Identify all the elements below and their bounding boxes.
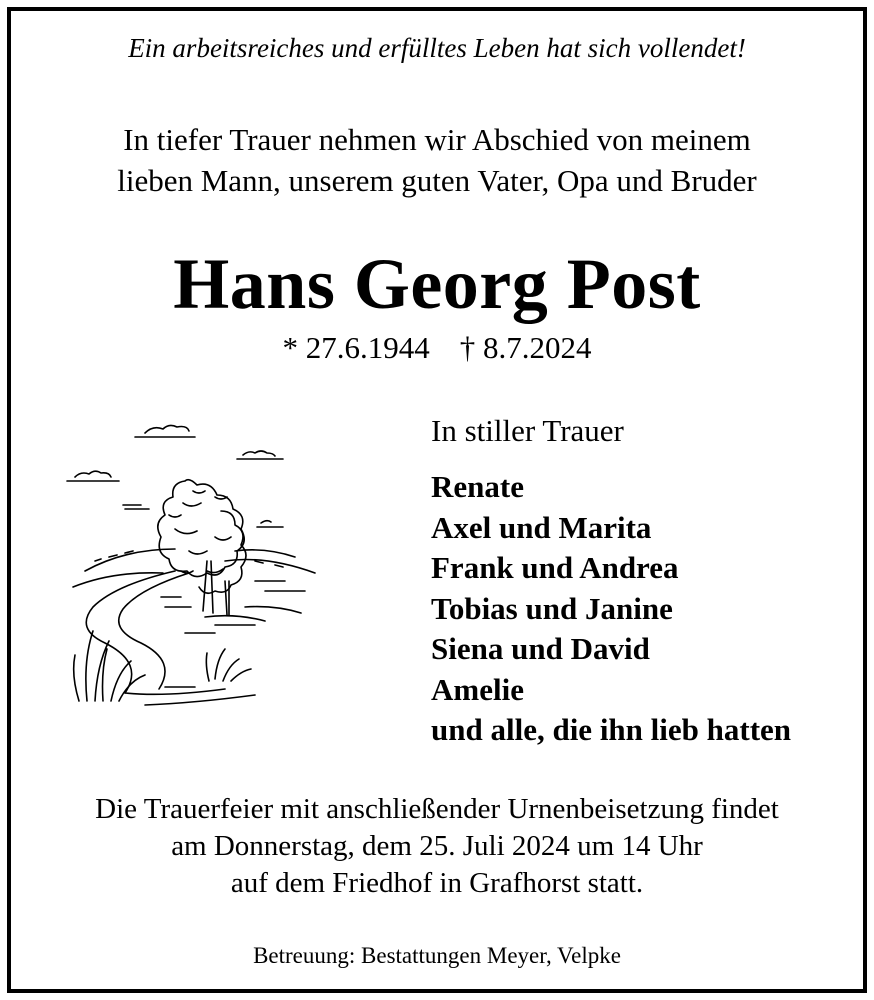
service-line-2: am Donnerstag, dem 25. Juli 2024 um 14 Uhr xyxy=(171,830,703,862)
mourners-section xyxy=(431,413,791,751)
deceased-name: Hans Georg Post xyxy=(173,244,701,324)
birth-date: * 27.6.1944 xyxy=(282,330,430,365)
intro-text xyxy=(11,119,863,201)
service-line-1: Die Trauerfeier mit anschließender Urnenbeisetzung findet xyxy=(95,793,779,825)
tree-landscape-icon xyxy=(65,411,335,711)
obituary-notice xyxy=(7,7,867,993)
mourner-name: Axel und Marita xyxy=(431,509,652,545)
mourners-lead: In stiller Trauer xyxy=(431,413,624,448)
mourners-list xyxy=(431,467,791,751)
mourner-name: Siena und David xyxy=(431,631,650,666)
motto: Ein arbeitsreiches und erfülltes Leben hat sich vollendet! xyxy=(128,33,746,63)
mourner-name: Renate xyxy=(431,469,524,504)
mourner-name: und alle, die ihn lieb hatten xyxy=(431,712,792,747)
service-line-3: auf dem Friedhof in Grafhorst statt. xyxy=(230,867,644,899)
life-dates xyxy=(11,330,863,366)
intro-line-2: lieben Mann, unserem guten Vater, Opa und Bruder xyxy=(117,163,757,198)
mourner-name: Tobias und Janine xyxy=(431,590,673,626)
funeral-home: Betreuung: Bestattungen Meyer, Velpke xyxy=(253,943,621,968)
death-date: † 8.7.2024 xyxy=(459,330,592,365)
service-info xyxy=(11,791,863,902)
mourner-name: Amelie xyxy=(431,671,524,707)
mourner-name: Frank und Andrea xyxy=(431,550,679,585)
intro-line-1: In tiefer Trauer nehmen wir Abschied von meinem xyxy=(123,122,751,157)
